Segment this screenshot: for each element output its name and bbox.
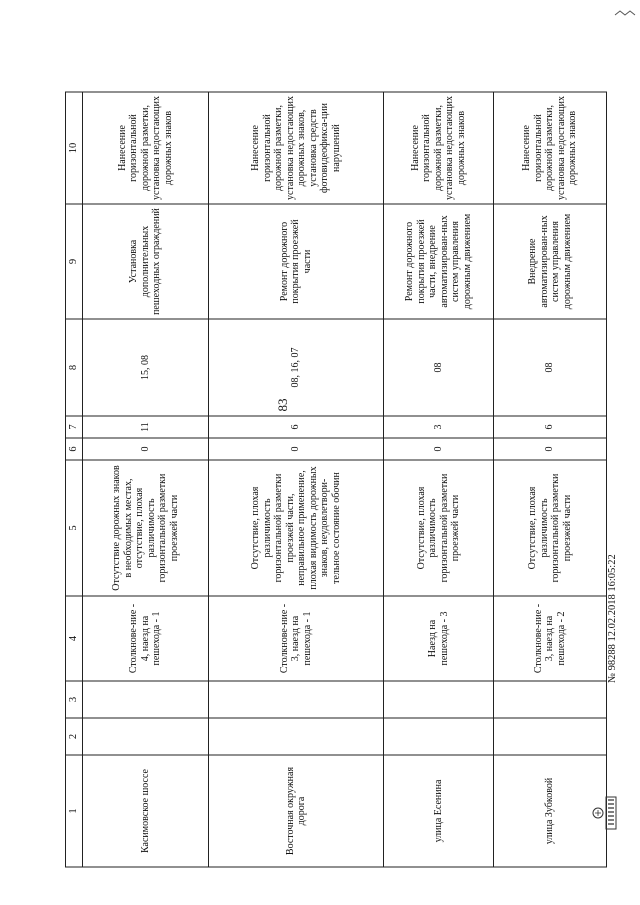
killed-count-cell: 0 [209, 438, 384, 460]
codes-cell: 08 [494, 319, 607, 416]
table-row [494, 92, 607, 867]
header-cell: 8 [66, 319, 83, 416]
injured-count-cell: 11 [83, 416, 209, 438]
road-name-cell: Восточная окружная дорога [209, 755, 384, 867]
codes-cell: 15, 08 [83, 319, 209, 416]
table-cell [209, 681, 384, 718]
table-cell [83, 681, 209, 718]
measures-cell: Нанесение горизонтальной дорожной разметки, установка недостающих дорожных знаков [83, 92, 209, 204]
measures-cell: Ремонт дорожного покрытия проезжей части [209, 204, 384, 319]
page-number: 83 [275, 398, 290, 412]
measures-cell: Внедрение автоматизирован-ных систем управления дорожным движением [494, 204, 607, 319]
header-cell: 6 [66, 438, 83, 460]
registration-number: № 98288 12.02.2018 16:05:22 [607, 554, 618, 683]
header-cell: 4 [66, 596, 83, 681]
injured-count-cell: 3 [384, 416, 494, 438]
road-name-cell: улица Зубковой [494, 755, 607, 867]
accident-types-cell: Столкнове-ние - 3, наезд на пешехода - 2 [494, 596, 607, 681]
injured-count-cell: 6 [494, 416, 607, 438]
table-row [83, 92, 209, 867]
deficiencies-cell: Отсутствие, плохая различимость горизонтальной разметки проезжей части [384, 460, 494, 596]
measures-cell: Установка дополнительных пешеходных ограждений [83, 204, 209, 319]
rotated-table-container [65, 93, 605, 868]
corner-scan-mark [614, 4, 636, 12]
header-cell: 9 [66, 204, 83, 319]
accident-types-cell: Столкнове-ние - 3, наезд на пешехода - 1 [209, 596, 384, 681]
measures-cell: Нанесение горизонтальной дорожной разметки, установка недостающих дорожных знаков, установка средств фотовидеофикса-ции нарушений [209, 92, 384, 204]
stamp-emblem-icon [593, 797, 616, 829]
table-row [209, 92, 384, 867]
codes-cell: 08, 16, 07 [209, 319, 384, 416]
electronic-document-stamp [590, 795, 620, 831]
deficiencies-cell: Отсутствие, плохая различимость горизонтальной разметки проезжей части [494, 460, 607, 596]
accident-types-cell: Столкнове-ние - 4, наезд на пешехода - 1 [83, 596, 209, 681]
table-cell [209, 718, 384, 755]
killed-count-cell: 0 [494, 438, 607, 460]
table-cell [83, 718, 209, 755]
injured-count-cell: 6 [209, 416, 384, 438]
header-cell: 10 [66, 92, 83, 204]
killed-count-cell: 0 [83, 438, 209, 460]
road-name-cell: улица Есенина [384, 755, 494, 867]
measures-cell: Нанесение горизонтальной дорожной разметки, установка недостающих дорожных знаков [494, 92, 607, 204]
header-cell: 1 [66, 755, 83, 867]
measures-cell: Ремонт дорожного покрытия проезжей части, внедрение автоматизирован-ных систем управления дорожным движением [384, 204, 494, 319]
table-row [384, 92, 494, 867]
table-cell [384, 681, 494, 718]
header-cell: 2 [66, 718, 83, 755]
measures-cell: Нанесение горизонтальной дорожной разметки, установка недостающих дорожных знаков [384, 92, 494, 204]
deficiencies-cell: Отсутствие дорожных знаков в необходимых местах, отсутствие, плохая различимость горизонтальной разметки проезжей части [83, 460, 209, 596]
header-cell: 7 [66, 416, 83, 438]
table-header-row [66, 92, 83, 867]
header-cell: 5 [66, 460, 83, 596]
table-cell [494, 681, 607, 718]
table-cell [384, 718, 494, 755]
killed-count-cell: 0 [384, 438, 494, 460]
table-cell [494, 718, 607, 755]
road-name-cell: Касимовское шоссе [83, 755, 209, 867]
accident-types-cell: Наезд на пешехода - 3 [384, 596, 494, 681]
accidents-table [65, 92, 607, 868]
header-cell: 3 [66, 681, 83, 718]
codes-cell: 08 [384, 319, 494, 416]
deficiencies-cell: Отсутствие, плохая различимость горизонтальной разметки проезжей части, неправильное применение, плохая видимость дорожных знаков, неудовлетвори-тельное состояние обочин [209, 460, 384, 596]
